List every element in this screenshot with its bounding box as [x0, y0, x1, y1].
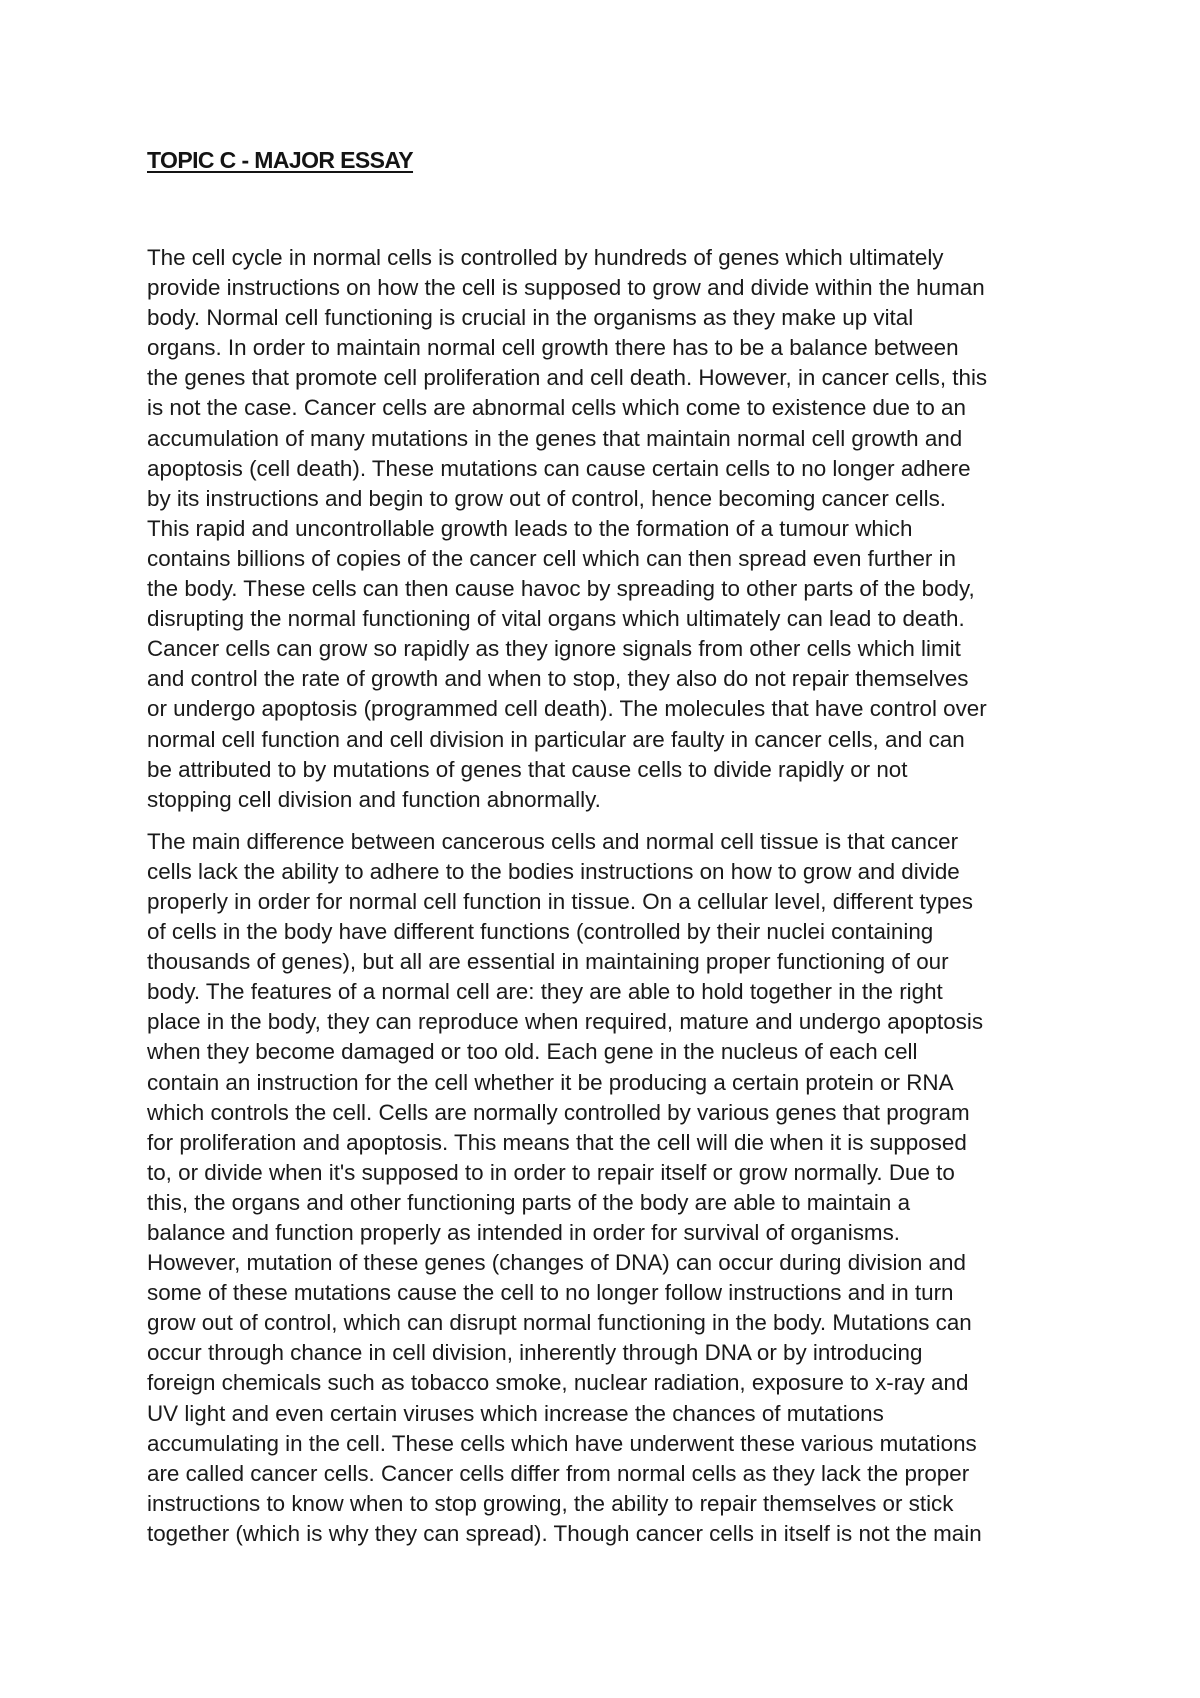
paragraph-1: The cell cycle in normal cells is controlled by hundreds of genes which ultimately provide instructions on how the cell is supposed to grow and divide within the human body. Normal cell functioning is crucial in the organisms as they make up vital organs. In order to maintain normal cell growth there has to be a balance between the genes that promote cell proliferation and cell death. However, in cancer cells, this is not the case. Cancer cells are abnormal cells which come to existence due to an accumulation of many mutations in the genes that maintain normal cell growth and apoptosis (cell death). These mutations can cause certain cells to no longer adhere by its instructions and begin to grow out of control, hence becoming cancer cells. This rapid and uncontrollable growth leads to the formation of a tumour which contains billions of copies of the cancer cell which can then spread even further in the body. These cells can then cause havoc by spreading to other parts of the body, disrupting the normal functioning of vital organs which ultimately can lead to death. Cancer cells can grow so rapidly as they ignore signals from other cells which limit and control the rate of growth and when to stop, they also do not repair themselves or undergo apoptosis (programmed cell death). The molecules that have control over normal cell function and cell division in particular are faulty in cancer cells, and can be attributed to by mutations of genes that cause cells to divide rapidly or not stopping cell division and function abnormally. [147, 245, 988, 812]
essay-body [147, 243, 1107, 1561]
paragraph-2: The main difference between cancerous cells and normal cell tissue is that cancer cells lack the ability to adhere to the bodies instructions on how to grow and divide properly in order for normal cell function in tissue. On a cellular level, different types of cells in the body have different functions (controlled by their nuclei containing thousands of genes), but all are essential in maintaining proper functioning of our body. The features of a normal cell are: they are able to hold together in the right place in the body, they can reproduce when required, mature and undergo apoptosis when they become damaged or too old. Each gene in the nucleus of each cell contain an instruction for the cell whether it be producing a certain protein or RNA which controls the cell. Cells are normally controlled by various genes that program for proliferation and apoptosis. This means that the cell will die when it is supposed to, or divide when it's supposed to in order to repair itself or grow normally. Due to this, the organs and other functioning parts of the body are able to maintain a balance and function properly as intended in order for survival of organisms. However, mutation of these genes (changes of DNA) can occur during division and some of these mutations cause the cell to no longer follow instructions and in turn grow out of control, which can disrupt normal functioning in the body. Mutations can occur through chance in cell division, inherently through DNA or by introducing foreign chemicals such as tobacco smoke, nuclear radiation, exposure to x-ray and UV light and even certain viruses which increase the chances of mutations accumulating in the cell. These cells which have underwent these various mutations are called cancer cells. Cancer cells differ from normal cells as they lack the proper instructions to know when to stop growing, the ability to repair themselves or stick together (which is why they can spread). Though cancer cells in itself is not the main [147, 828, 984, 1546]
document-title: TOPIC C - MAJOR ESSAY [147, 147, 414, 173]
